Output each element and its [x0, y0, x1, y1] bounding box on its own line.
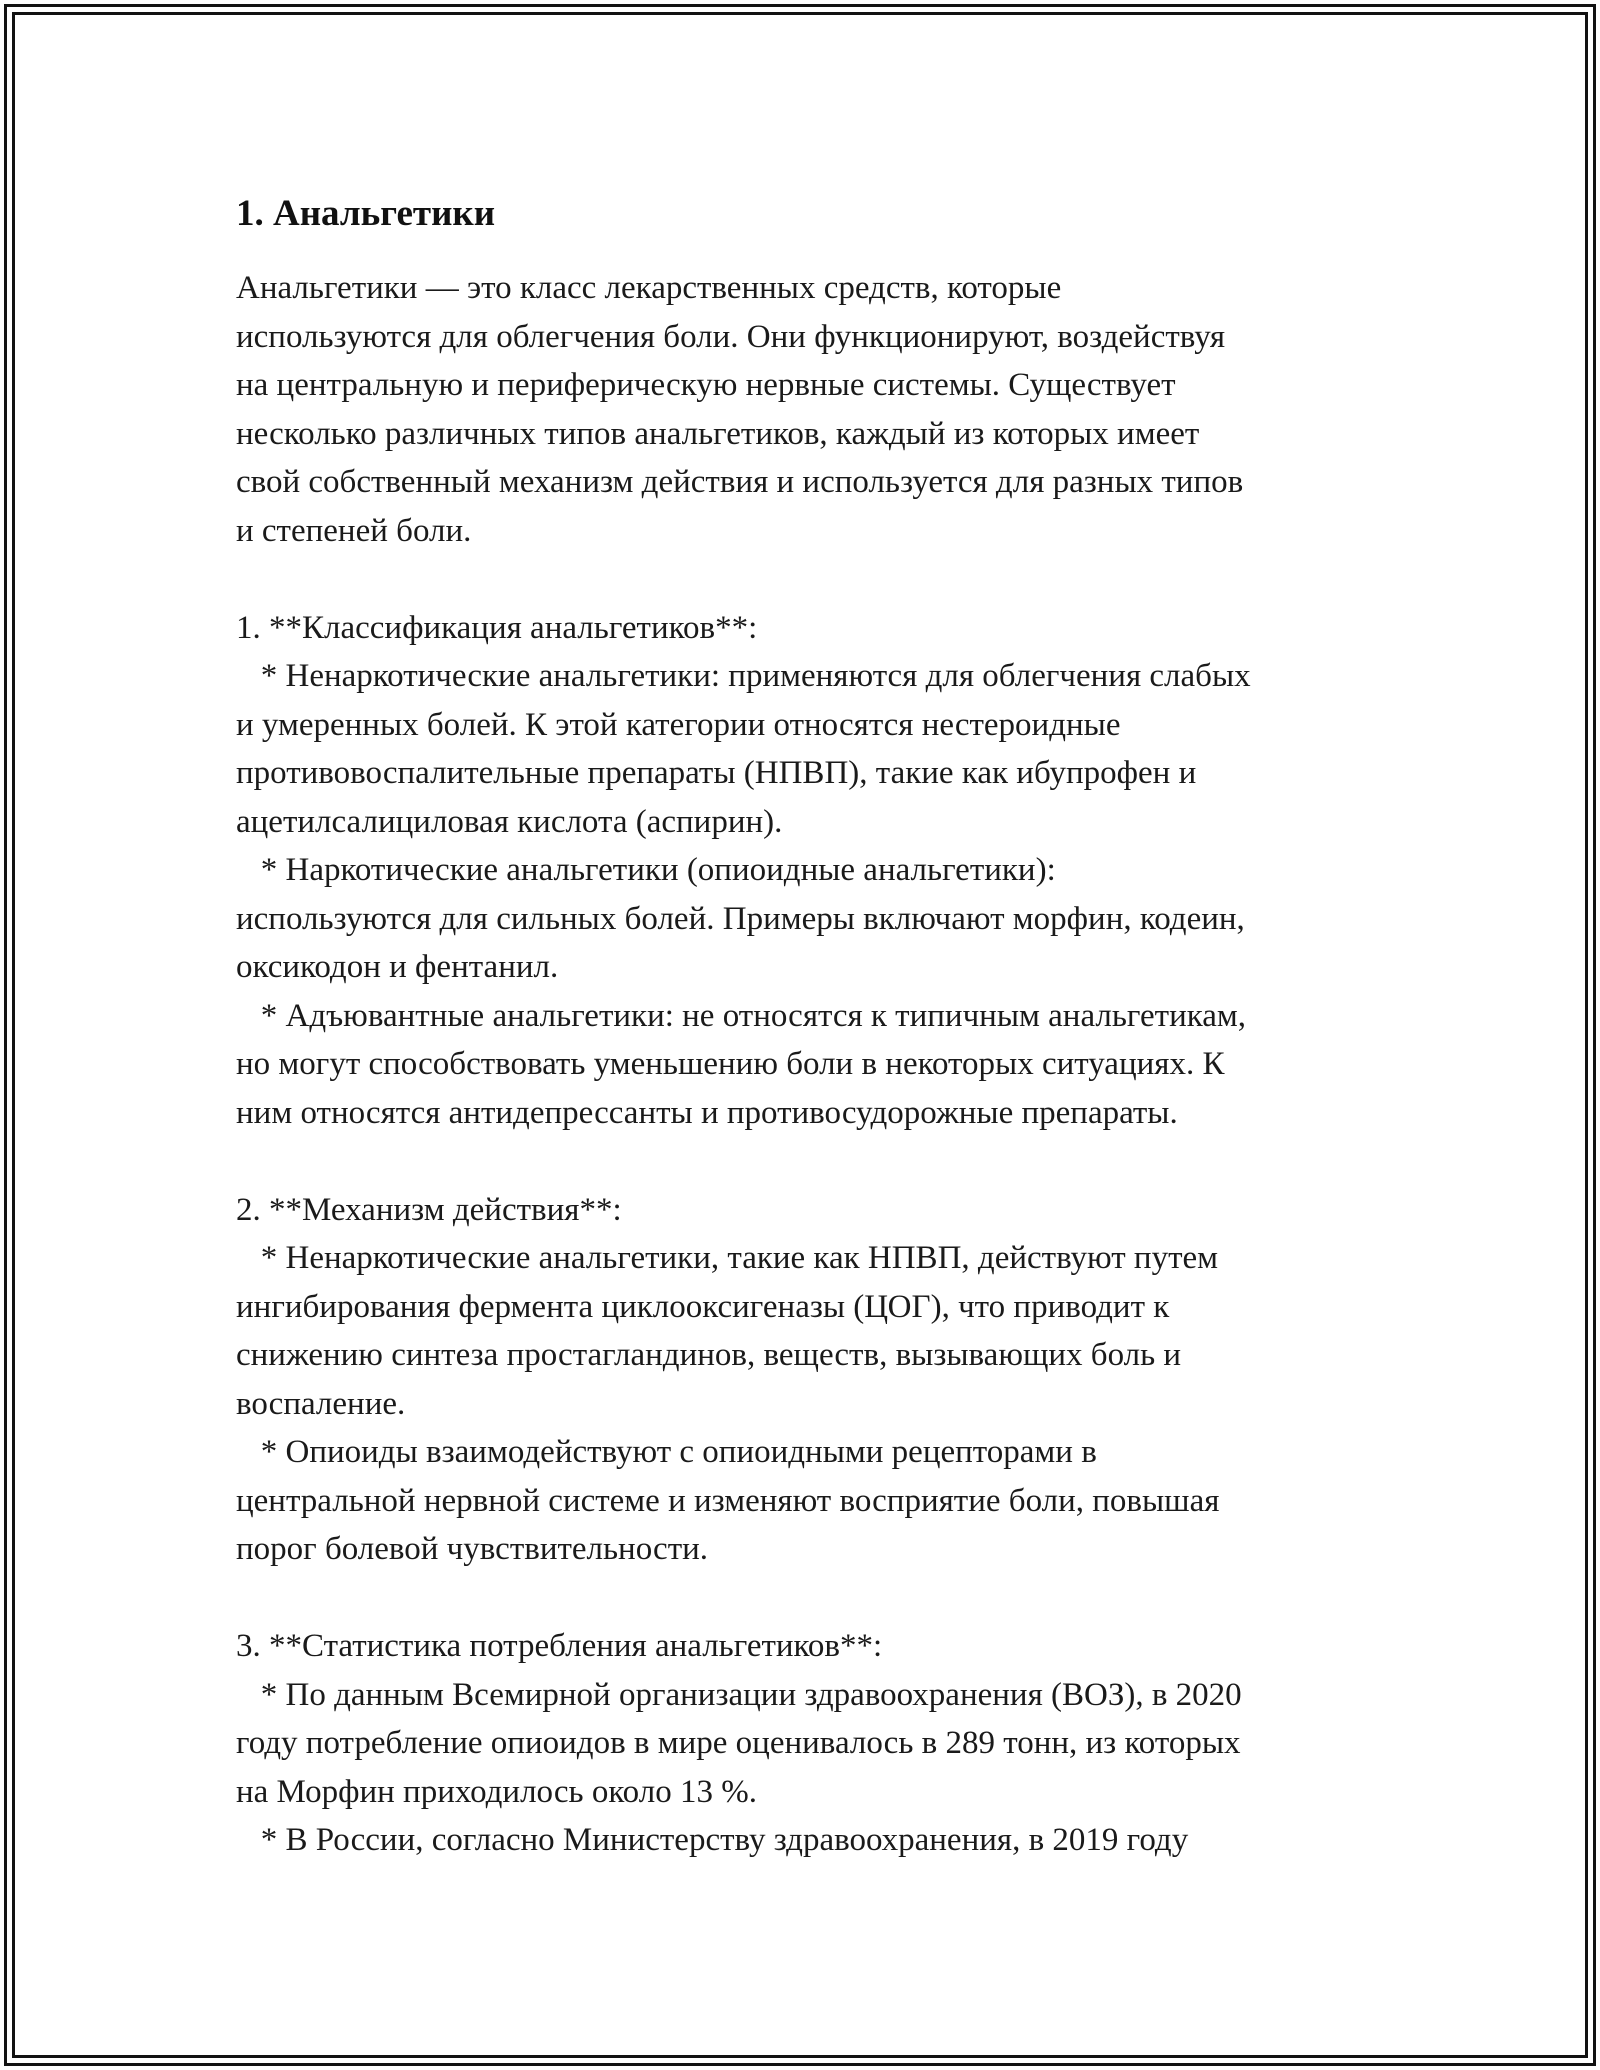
document-page [236, 190, 1386, 1865]
bullet-line: оксикодон и фентанил. [236, 949, 559, 985]
bullet-item [236, 992, 1386, 1138]
section-spacer [236, 555, 1386, 604]
intro-line: на центральную и периферическую нервные системы. Существует [236, 367, 1176, 403]
intro-line: свой собственный механизм действия и используется для разных типов [236, 464, 1244, 500]
bullet-line: ним относятся антидепрессанты и противосудорожные препараты. [236, 1094, 1178, 1131]
bullet-line: году потребление опиоидов в мире оценивалось в 289 тонн, из которых [236, 1725, 1241, 1761]
section-title: 1. **Классификация анальгетиков**: [236, 609, 758, 646]
bullet-line: ингибирования фермента циклооксигеназы (ЦОГ), что приводит к [236, 1288, 1170, 1325]
bullet-item [236, 846, 1386, 992]
section-title: 2. **Механизм действия**: [236, 1191, 622, 1228]
bullet-line: * Ненаркотические анальгетики, такие как НПВП, действуют путем [236, 1240, 1219, 1276]
sections-container [236, 555, 1386, 1865]
intro-paragraph [236, 264, 1386, 555]
bullet-item [236, 652, 1386, 846]
bullet-line: ацетилсалициловая кислота (аспирин). [236, 803, 783, 840]
bullet-line: * По данным Всемирной организации здравоохранения (ВОЗ), в 2020 [236, 1676, 1242, 1713]
bullet-item [236, 1671, 1386, 1817]
bullet-line: порог болевой чувствительности. [236, 1531, 709, 1567]
section-spacer [236, 1574, 1386, 1623]
bullet-line: центральной нервной системе и изменяют восприятие боли, повышая [236, 1482, 1220, 1519]
bullet-item [236, 1816, 1386, 1865]
bullet-line: воспаление. [236, 1385, 406, 1422]
intro-line: Анальгетики — это класс лекарственных средств, которые [236, 270, 1062, 306]
list-section [236, 604, 1386, 1138]
bullet-line: * Наркотические анальгетики (опиоидные анальгетики): [236, 852, 1056, 888]
bullet-item [236, 1428, 1386, 1574]
bullet-line: на Морфин приходилось около 13 %. [236, 1773, 757, 1810]
bullet-line: * Опиоиды взаимодействуют с опиоидными рецепторами в [236, 1434, 1097, 1470]
bullet-line: и умеренных болей. К этой категории относятся нестероидные [236, 706, 1121, 743]
intro-line: и степеней боли. [236, 512, 472, 549]
intro-line: несколько различных типов анальгетиков, каждый из которых имеет [236, 415, 1200, 452]
list-section [236, 1622, 1386, 1865]
bullet-line: но могут способствовать уменьшению боли в некоторых ситуациях. К [236, 1046, 1225, 1082]
bullet-line: * Адъювантные анальгетики: не относятся к типичным анальгетикам, [236, 997, 1247, 1034]
document-heading: 1. Анальгетики [236, 193, 496, 234]
list-section [236, 1186, 1386, 1574]
bullet-line: снижению синтеза простагландинов, веществ, вызывающих боль и [236, 1337, 1182, 1373]
section-title: 3. **Статистика потребления анальгетиков**: [236, 1628, 883, 1664]
bullet-line: * В России, согласно Министерству здравоохранения, в 2019 году [236, 1822, 1189, 1858]
bullet-line: противовоспалительные препараты (НПВП), такие как ибупрофен и [236, 755, 1197, 791]
intro-line: используются для облегчения боли. Они функционируют, воздействуя [236, 318, 1226, 355]
section-spacer [236, 1137, 1386, 1186]
bullet-line: * Ненаркотические анальгетики: применяются для облегчения слабых [236, 658, 1251, 694]
bullet-line: используются для сильных болей. Примеры включают морфин, кодеин, [236, 900, 1245, 937]
bullet-item [236, 1234, 1386, 1428]
